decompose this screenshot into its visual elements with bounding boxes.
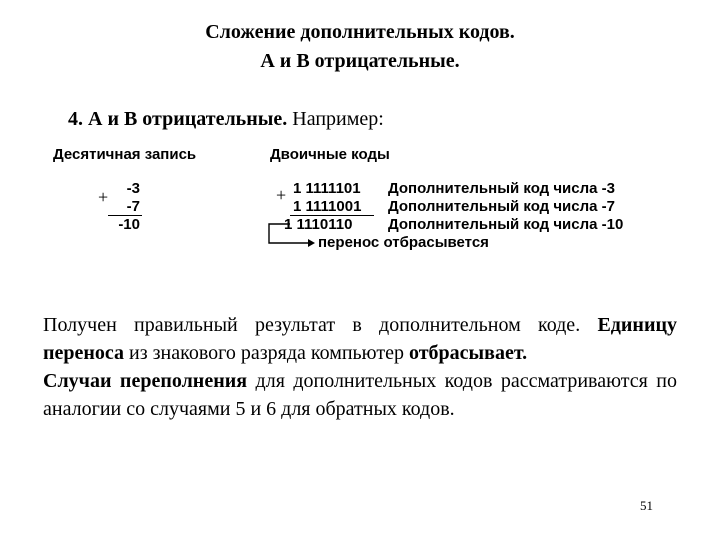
- decimal-value-sum: -10: [118, 216, 140, 233]
- paragraph-2: [43, 367, 677, 423]
- decimal-value-2: -7: [126, 198, 140, 215]
- carry-arrow-icon: [260, 218, 320, 254]
- page-number: 51: [640, 498, 653, 513]
- p1-bold: Единицу переноса: [43, 314, 677, 364]
- description-3: Дополнительный код числа -10: [388, 216, 624, 233]
- paragraph-1: [43, 311, 677, 367]
- title-line-1: Сложение дополнительных кодов.: [205, 21, 515, 43]
- section-heading: [68, 108, 384, 131]
- binary-value-1: 1 1111101: [293, 180, 361, 197]
- binary-value-sum: 1 1110110: [284, 216, 353, 233]
- slide-title: [0, 18, 720, 76]
- p2-bold: Случаи переполнения: [43, 370, 248, 392]
- p1-text-2: из знакового разряда компьютер: [124, 342, 409, 364]
- binary-header: Двоичные коды: [270, 146, 390, 163]
- binary-value-2: 1 1111001: [293, 198, 362, 215]
- decimal-header: Десятичная запись: [53, 146, 197, 163]
- decimal-value-1: -3: [126, 180, 140, 197]
- description-1: Дополнительный код числа -3: [388, 180, 615, 197]
- decimal-plus-sign: +: [98, 187, 109, 207]
- heading-bold: 4. А и В отрицательные.: [68, 108, 288, 130]
- explanation-text: [43, 311, 677, 423]
- p1-bold-2: отбрасывает.: [408, 342, 528, 364]
- description-2: Дополнительный код числа -7: [388, 198, 615, 215]
- p1-text: Получен правильный результат в дополнительном коде.: [43, 314, 598, 336]
- p2-text: для дополнительных кодов рассматриваются по аналогии со случаями 5 и 6 для обратных кодов.: [43, 370, 677, 420]
- binary-plus-sign: +: [276, 185, 287, 205]
- carry-note: перенос отбрасывется: [318, 234, 489, 251]
- heading-normal: Например:: [287, 108, 384, 130]
- title-line-2: А и В отрицательные.: [260, 50, 460, 72]
